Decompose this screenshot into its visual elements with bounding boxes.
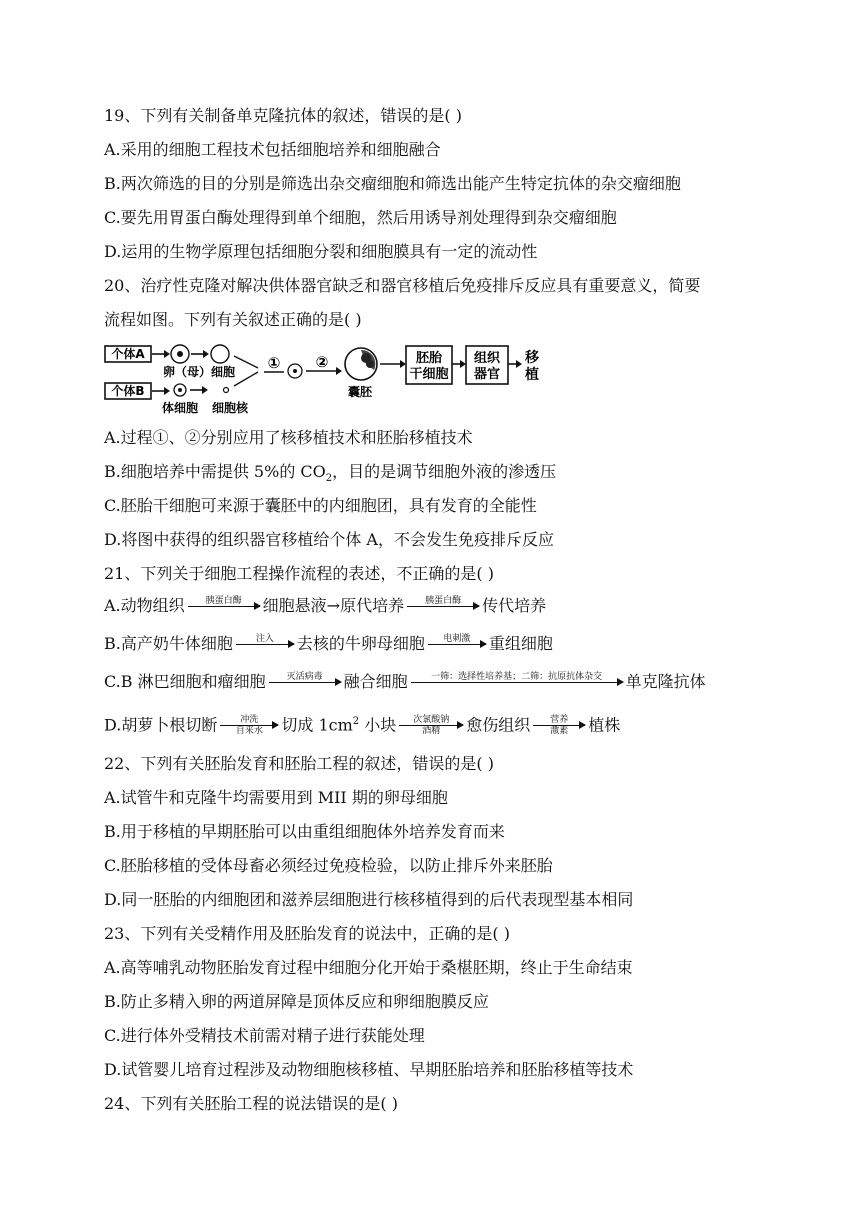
q19-option-a: A.采用的细胞工程技术包括细胞培养和细胞融合 bbox=[104, 140, 441, 159]
arrow-inactivated-virus: 灭活病毒 bbox=[269, 672, 341, 693]
transplant-label-2: 植 bbox=[525, 367, 539, 383]
es-cell-label-2: 干细胞 bbox=[409, 367, 449, 382]
arrow-disinfect: 次氯酸钠 酒精 bbox=[399, 715, 463, 736]
q20-option-d: D.将图中获得的组织器官移植给个体 A，不会发生免疫排斥反应 bbox=[104, 530, 554, 549]
q24-stem: 24、下列有关胚胎工程的说法错误的是( ) bbox=[104, 1094, 398, 1113]
arrow-nutrient: 营养 激素 bbox=[533, 715, 585, 736]
q20-option-c: C.胚胎干细胞可来源于囊胚中的内细胞团，具有发育的全能性 bbox=[104, 496, 537, 515]
tissue-label-2: 器官 bbox=[473, 367, 501, 382]
q19-option-c: C.要先用胃蛋白酶处理得到单个细胞，然后用诱导剂处理得到杂交瘤细胞 bbox=[104, 208, 617, 227]
cloning-flow-diagram bbox=[104, 342, 544, 414]
q21-option-c: C.B 淋巴细胞和瘤细胞 灭活病毒 融合细胞 一筛：选择性培养基；二筛：抗原抗体杂交 单克隆抗体 bbox=[104, 672, 706, 691]
q23-option-a: A.高等哺乳动物胚胎发育过程中细胞分化开始于桑椹胚期，终止于生命结束 bbox=[104, 958, 633, 977]
q21-option-d: D.胡萝卜根切断 冲洗 自来水 切成 $1cm^2$ 小块 次氯酸钠 酒精 愈伤组织 营养 激素 植株 bbox=[104, 715, 621, 737]
arrow-electric: 电刺激 bbox=[428, 634, 486, 655]
q20-stem-line2: 流程如图。下列有关叙述正确的是( ) bbox=[104, 310, 362, 329]
individual-b-label: 个体B bbox=[111, 384, 145, 398]
q19-stem: 19、下列有关制备单克隆抗体的叙述，错误的是( ) bbox=[104, 106, 462, 125]
q20-stem-line1: 20、治疗性克隆对解决供体器官缺乏和器官移植后免疫排斥反应具有重要意义，简要 bbox=[104, 276, 701, 295]
enucleated-oocyte-shape bbox=[211, 345, 229, 363]
step-2-label: ② bbox=[315, 353, 329, 371]
q21-option-a: A.动物组织 胰蛋白酶 细胞悬液→原代培养 胰蛋白酶 传代培养 bbox=[104, 596, 547, 615]
q22-option-a: A.试管牛和克隆牛均需要用到 MII 期的卵母细胞 bbox=[104, 788, 448, 807]
arrow-screening: 一筛：选择性培养基；二筛：抗原抗体杂交 bbox=[411, 672, 623, 693]
q20-option-b: B.细胞培养中需提供 5%的 $CO_2$，目的是调节细胞外液的渗透压 bbox=[104, 462, 557, 485]
blastocyst-label: 囊胚 bbox=[347, 385, 373, 399]
arrow-trypsin-1: 胰蛋白酶 bbox=[188, 596, 260, 617]
q23-option-d: D.试管婴儿培育过程涉及动物细胞核移植、早期胚胎培养和胚胎移植等技术 bbox=[104, 1060, 634, 1079]
tissue-label-1: 组织 bbox=[473, 351, 501, 366]
arrow-rinse: 冲洗 自来水 bbox=[220, 715, 278, 736]
q23-option-b: B.防止多精入卵的两道屏障是顶体反应和卵细胞膜反应 bbox=[104, 992, 489, 1011]
q23-stem: 23、下列有关受精作用及胚胎发育的说法中，正确的是( ) bbox=[104, 924, 510, 943]
q23-option-c: C.进行体外受精技术前需对精子进行获能处理 bbox=[104, 1026, 425, 1045]
q21-option-b: B.高产奶牛体细胞 注入 去核的牛卵母细胞 电刺激 重组细胞 bbox=[104, 634, 553, 653]
nucleus-label: 细胞核 bbox=[211, 401, 249, 414]
q22-stem: 22、下列有关胚胎发育和胚胎工程的叙述，错误的是( ) bbox=[104, 754, 494, 773]
q22-option-b: B.用于移植的早期胚胎可以由重组细胞体外培养发育而来 bbox=[104, 822, 505, 841]
transplant-label-1: 移 bbox=[525, 350, 539, 366]
q22-option-c: C.胚胎移植的受体母畜必须经过免疫检验，以防止排斥外来胚胎 bbox=[104, 856, 553, 875]
arrow-trypsin-2: 胰蛋白酶 bbox=[407, 596, 479, 617]
arrow-inject: 注入 bbox=[236, 634, 294, 655]
step-1-label: ① bbox=[267, 354, 281, 372]
nucleus-shape bbox=[224, 388, 229, 393]
individual-a-label: 个体A bbox=[111, 347, 145, 361]
q22-option-d: D.同一胚胎的内细胞团和滋养层细胞进行核移植得到的后代表现型基本相同 bbox=[104, 890, 634, 909]
q20-option-a: A.过程①、②分别应用了核移植技术和胚胎移植技术 bbox=[104, 428, 473, 447]
q19-option-b: B.两次筛选的目的分别是筛选出杂交瘤细胞和筛选出能产生特定抗体的杂交瘤细胞 bbox=[104, 174, 681, 193]
q19-option-d: D.运用的生物学原理包括细胞分裂和细胞膜具有一定的流动性 bbox=[104, 242, 538, 261]
somatic-label: 体细胞 bbox=[161, 401, 199, 414]
q21-stem: 21、下列关于细胞工程操作流程的表述，不正确的是( ) bbox=[104, 564, 494, 583]
es-cell-label-1: 胚胎 bbox=[415, 351, 443, 366]
oocyte-label: 卵（母）细胞 bbox=[162, 365, 236, 379]
